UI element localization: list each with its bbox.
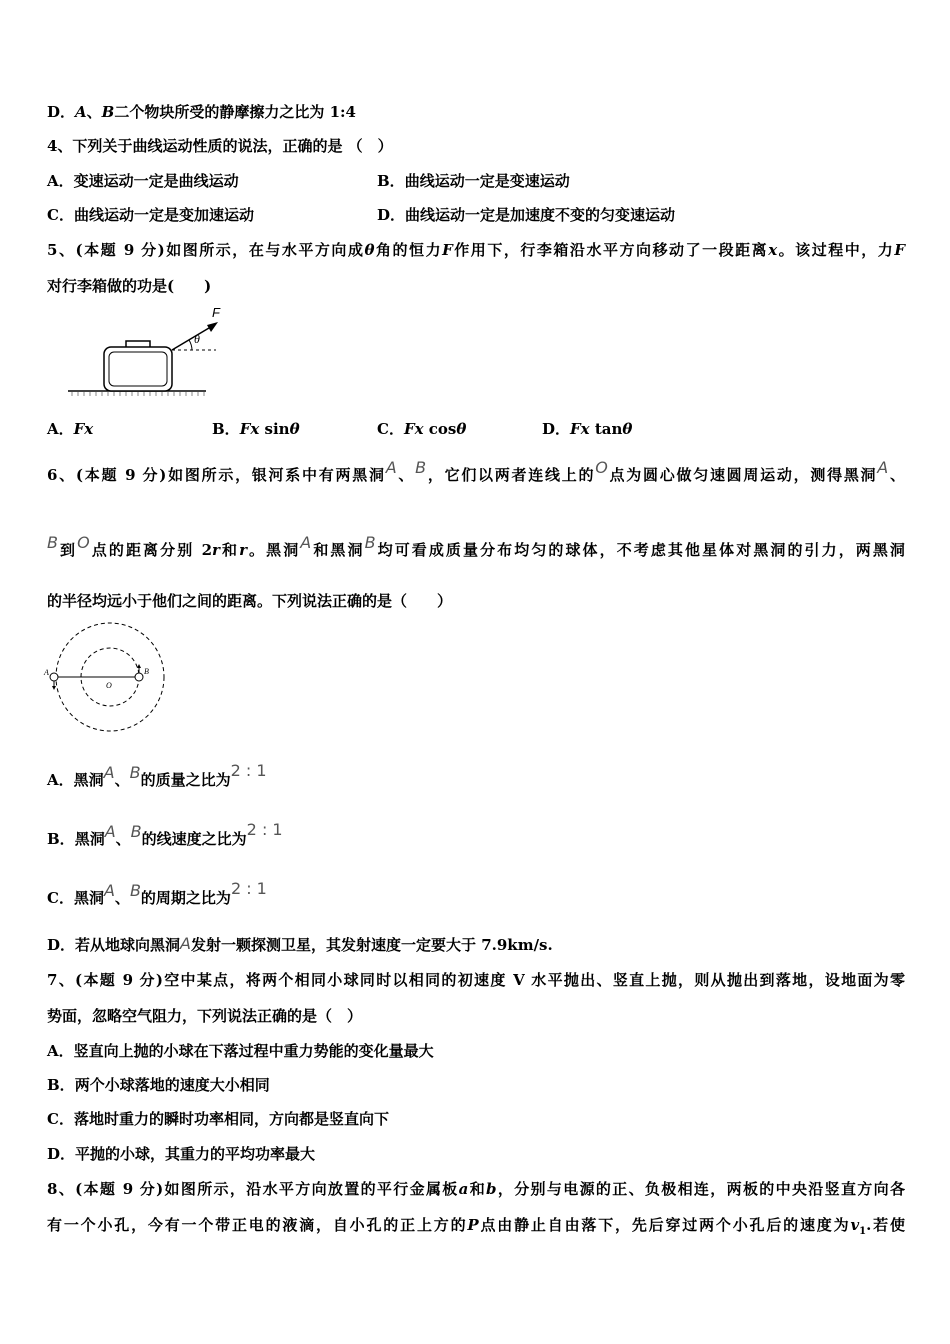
q4-option-c: C．曲线运动一定是变加速运动 bbox=[47, 206, 254, 224]
q7-option-b: B．两个小球落地的速度大小相同 bbox=[47, 1076, 270, 1094]
q5-stem-line2: 对行李箱做的功是( ) bbox=[47, 277, 212, 295]
suitcase-figure bbox=[66, 303, 226, 399]
q6-stem-line3: 的半径均远小于他们之间的距离。下列说法正确的是（ ） bbox=[47, 592, 453, 610]
label-o: O bbox=[106, 681, 112, 690]
q5-option-c: C．Fx cosθ bbox=[377, 420, 467, 438]
q5-option-a: A．Fx bbox=[47, 420, 94, 438]
q6-stem-line2: B到O点的距离分别 2r和r。黑洞A和黑洞B均可看成质量分布均匀的球体，不考虑其他星体对黑洞的引力，两黑洞 bbox=[47, 533, 905, 559]
angle-label: θ bbox=[194, 332, 200, 346]
q5-stem-line1: 5、(本题 9 分)如图所示，在与水平方向成θ角的恒力F作用下，行李箱沿水平方向移动了一段距离x。该过程中，力F bbox=[47, 241, 905, 259]
suitcase-body bbox=[104, 347, 172, 391]
q4-option-d: D．曲线运动一定是加速度不变的匀变速运动 bbox=[377, 206, 676, 224]
q7-stem-line2: 势面，忽略空气阻力，下列说法正确的是（ ） bbox=[47, 1007, 363, 1025]
q4-option-b: B．曲线运动一定是变速运动 bbox=[377, 172, 570, 190]
q6-option-b: B．黑洞A、B的线速度之比为2 : 1 bbox=[47, 820, 283, 848]
q7-option-a: A．竖直向上抛的小球在下落过程中重力势能的变化量最大 bbox=[47, 1042, 434, 1060]
q6-option-c: C．黑洞A、B的周期之比为2 : 1 bbox=[47, 879, 267, 907]
label-a: A bbox=[44, 668, 49, 677]
black-hole-b bbox=[135, 673, 143, 681]
q6-option-a: A．黑洞A、B的质量之比为2 : 1 bbox=[47, 761, 267, 789]
black-hole-a bbox=[50, 673, 58, 681]
q8-stem-line2: 有一个小孔，今有一个带正电的液滴，自小孔的正上方的P点由静止自由落下，先后穿过两个小孔后的速度为$v_1$.若使 bbox=[47, 1216, 905, 1237]
q7-stem-line1: 7、(本题 9 分)空中某点，将两个相同小球同时以相同的初速度 V 水平抛出、竖直上抛，则从抛出到落地，设地面为零 bbox=[47, 971, 905, 989]
q4-option-a: A．变速运动一定是曲线运动 bbox=[47, 172, 239, 190]
q8-stem-line1: 8、(本题 9 分)如图所示，沿水平方向放置的平行金属板a和b，分别与电源的正、负极相连，两板的中央沿竖直方向各 bbox=[47, 1180, 905, 1198]
q4-stem: 4、下列关于曲线运动性质的说法，正确的是 （ ） bbox=[47, 137, 393, 155]
q5-option-d: D．Fx tanθ bbox=[542, 420, 633, 438]
q6-stem-line1: 6、(本题 9 分)如图所示，银河系中有两黑洞A、B，它们以两者连线上的O点为圆心做匀速圆周运动，测得黑洞A、 bbox=[47, 458, 905, 484]
q6-option-d: D．若从地球向黑洞A发射一颗探测卫星，其发射速度一定要大于 7.9km/s. bbox=[47, 934, 553, 954]
force-arrow bbox=[172, 325, 214, 350]
label-b: B bbox=[144, 667, 149, 676]
q7-option-c: C．落地时重力的瞬时功率相同，方向都是竖直向下 bbox=[47, 1110, 389, 1128]
force-label: F bbox=[212, 305, 220, 320]
q3-option-d: D．A、B二个物块所受的静摩擦力之比为 1:4 bbox=[47, 103, 356, 121]
q7-option-d: D．平抛的小球，其重力的平均功率最大 bbox=[47, 1145, 316, 1163]
black-hole-orbit-figure bbox=[42, 620, 170, 736]
q5-option-b: B．Fx sinθ bbox=[212, 420, 300, 438]
